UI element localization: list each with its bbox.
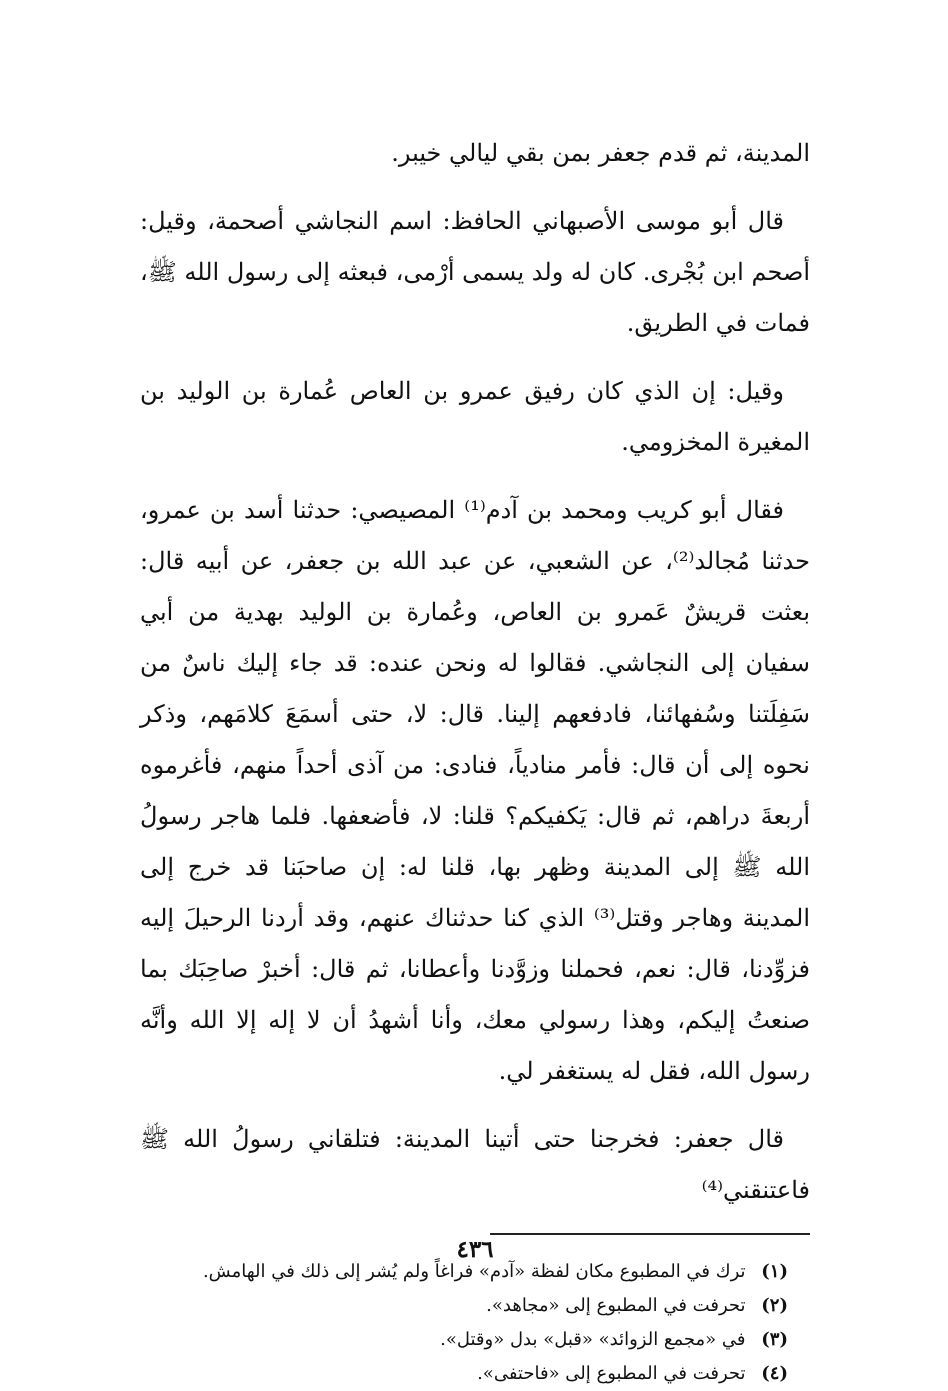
- footnote-2: [140, 1289, 788, 1323]
- footnote-3: [140, 1323, 788, 1357]
- footnote-number: (٣): [761, 1329, 788, 1350]
- footnote-number: (١): [761, 1261, 788, 1282]
- paragraph-4: فقال أبو كريب ومحمد بن آدم⁽¹⁾ المصيصي: حدثنا أسد بن عمرو، حدثنا مُجالد⁽²⁾، عن الشعبي، عن عبد الله بن جعفر، عن أبيه قال: بعثت قريشٌ عَمرو بن العاص، وعُمارة بن الوليد بهدية من أبي سفيان إلى النجاشي. فقالوا له ونحن عنده: قد جاء إليك ناسٌ من سَفِلَتنا وسُفهائنا، فادفعهم إلينا. قال: لا، حتى أسمَعَ كلامَهم، وذكر نحوه إلى أن قال: فأمر منادياً، فنادى: من آذى أحداً منهم، فأغرموه أربعةَ دراهم، ثم قال: يَكفيكم؟ قلنا: لا، فأضعفها. فلما هاجر رسولُ الله ﷺ إلى المدينة وظهر بها، قلنا له: إن صاحبَنا قد خرج إلى المدينة وهاجر وقتل⁽³⁾ الذي كنا حدثناك عنهم، وقد أردنا الرحيلَ إليه فزوِّدنا، قال: نعم، فحملنا وزوَّدنا وأعطانا، ثم قال: أخبرْ صاحِبَك بما صنعتُ إليكم، وهذا رسولي معك، وأنا أشهدُ أن لا إله إلا الله وأنَّه رسول الله، فقل له يستغفر لي.: [140, 496, 810, 1085]
- footnote-text: ترك في المطبوع مكان لفظة «آدم» فراغاً ولم يُشر إلى ذلك في الهامش.: [202, 1261, 746, 1282]
- footnote-divider: [490, 1233, 810, 1235]
- paragraph-3: وقيل: إن الذي كان رفيق عمرو بن العاص عُمارة بن الوليد بن المغيرة المخزومي.: [140, 377, 810, 456]
- paragraph-5: قال جعفر: فخرجنا حتى أتينا المدينة: فتلقاني رسولُ الله ﷺ فاعتنقني⁽⁴⁾: [140, 1125, 810, 1204]
- footnote-number: (٤): [761, 1363, 788, 1384]
- footnote-text: تحرفت في المطبوع إلى «فاحتفى».: [477, 1363, 746, 1384]
- footnote-4: [140, 1357, 788, 1391]
- paragraph-2: قال أبو موسى الأصبهاني الحافظ: اسم النجاشي أصحمة، وقيل: أصحم ابن بُجْرى. كان له ولد يسمى أرْمى، فبعثه إلى رسول الله ﷺ، فمات في الطريق.: [140, 207, 810, 337]
- footnote-text: تحرفت في المطبوع إلى «مجاهد».: [486, 1295, 746, 1316]
- book-page: [140, 128, 810, 1384]
- footnote-text: في «مجمع الزوائد» «قبل» بدل «وقتل».: [440, 1329, 746, 1350]
- page-number: ٤٣٦: [456, 1236, 494, 1263]
- footnotes-block: [140, 1255, 810, 1391]
- main-text-block: [140, 128, 810, 1216]
- footnote-number: (٢): [761, 1295, 788, 1316]
- paragraph-1: المدينة، ثم قدم جعفر بمن بقي ليالي خيبر.: [391, 139, 810, 167]
